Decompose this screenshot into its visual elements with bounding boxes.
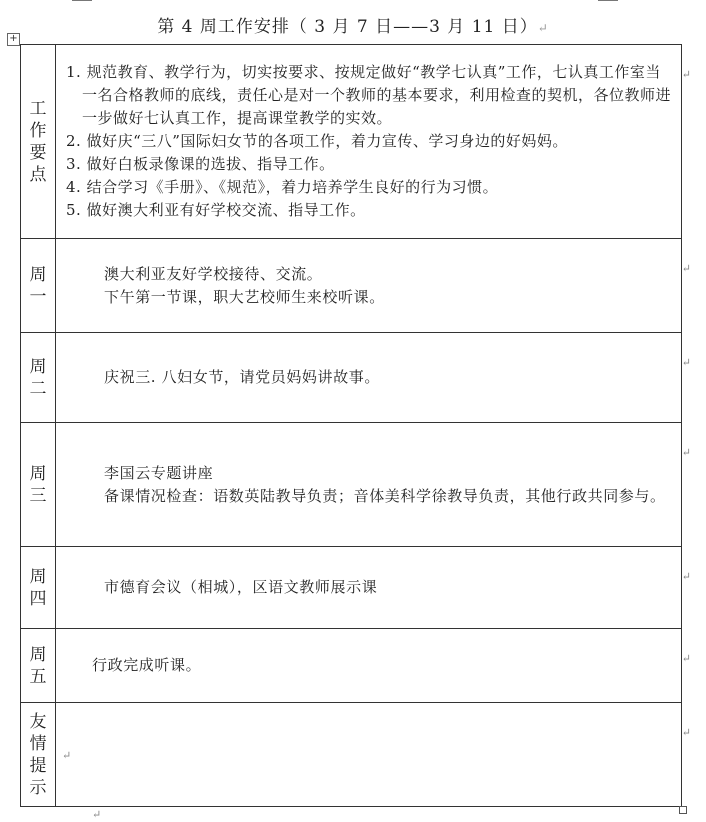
point-item-3: 3. 做好白板录像课的选拔、指导工作。 (66, 155, 335, 173)
row-content-tue[interactable] (56, 333, 691, 423)
paragraph-mark-icon: ↵ (62, 748, 72, 762)
table-row-tue (21, 333, 682, 423)
row-label-fri: 周 五 (21, 629, 56, 703)
row-label-points: 工 作 要 点 (21, 45, 56, 239)
ruler-line-left (72, 0, 92, 1)
table-row-points (21, 45, 682, 239)
cell-end-mark-icon: ↵ (681, 652, 691, 665)
row-content-tips[interactable] (56, 703, 691, 807)
point-item-2: 2. 做好庆“三八”国际妇女节的各项工作，着力宣传、学习身边的好妈妈。 (66, 132, 568, 150)
table-row-mon (21, 239, 682, 333)
mon-line-2: 下午第一节课，职大艺校师生来校听课。 (104, 287, 385, 306)
row-content-wed[interactable] (56, 423, 691, 547)
ruler-line-right (598, 0, 618, 1)
mon-line-1: 澳大利亚友好学校接待、交流。 (104, 264, 323, 283)
table-row-wed (21, 423, 682, 547)
row-content-thu[interactable] (56, 547, 691, 629)
wed-line-1: 李国云专题讲座 (104, 463, 214, 482)
table-resize-handle-icon[interactable] (679, 806, 687, 814)
point-item-1: 1. 规范教育、教学行为，切实按要求、按规定做好“教学七认真”工作，七认真工作室当一名合格教师的底线，责任心是对一个教师的基本要求，利用检查的契机，各位教师进一步做好七认真工作，提高课堂教学的实效。 (66, 63, 672, 127)
row-content-points[interactable] (56, 45, 691, 239)
thu-line-1: 市德育会议（相城），区语文教师展示课 (104, 578, 378, 596)
table-row-thu (21, 547, 682, 629)
row-content-fri[interactable] (56, 629, 691, 703)
table-move-handle-icon[interactable]: + (7, 33, 20, 46)
row-label-wed: 周 三 (21, 423, 56, 547)
cell-end-mark-icon: ↵ (681, 446, 691, 459)
paragraph-mark-icon: ↵ (92, 808, 102, 821)
page-title: 第 4 周工作安排（ 3 月 7 日——3 月 11 日）↵ (157, 17, 549, 37)
row-label-tue: 周 二 (21, 333, 56, 423)
wed-line-2: 备课情况检查：语数英陆教导负责；音体美科学徐教导负责，其他行政共同参与。 (104, 486, 666, 505)
paragraph-mark-icon: ↵ (537, 21, 549, 35)
table-row-fri (21, 629, 682, 703)
fri-line-1: 行政完成听课。 (92, 656, 202, 674)
cell-end-mark-icon: ↵ (681, 356, 691, 369)
cell-end-mark-icon: ↵ (681, 68, 691, 81)
cell-end-mark-icon: ↵ (681, 726, 691, 739)
point-item-5: 5. 做好澳大利亚有好学校交流、指导工作。 (66, 201, 366, 219)
cell-end-mark-icon: ↵ (681, 262, 691, 275)
row-label-thu: 周 四 (21, 547, 56, 629)
row-label-mon: 周 一 (21, 239, 56, 333)
point-item-4: 4. 结合学习《手册》、《规范》，着力培养学生良好的行为习惯。 (66, 178, 499, 196)
cell-end-mark-icon: ↵ (681, 570, 691, 583)
schedule-table (20, 44, 691, 807)
table-row-tips (21, 703, 682, 807)
row-label-tips: 友 情 提 示 (21, 703, 56, 807)
tue-line-1: 庆祝三. 八妇女节，请党员妈妈讲故事。 (104, 368, 380, 386)
row-content-mon[interactable] (56, 239, 691, 333)
